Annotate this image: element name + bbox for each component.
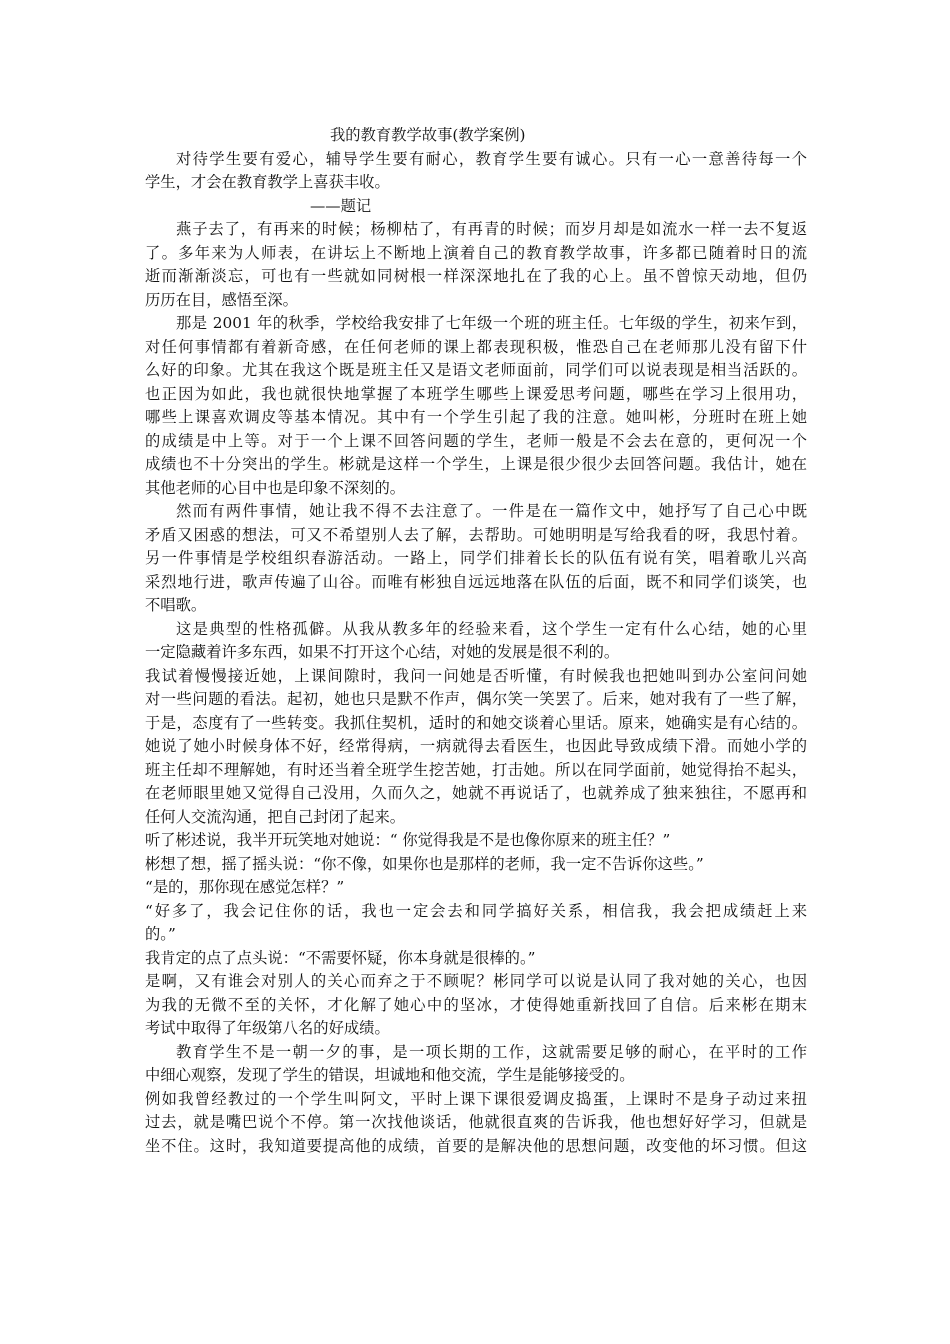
text-line: 然而有两件事情，她让我不得不去注意了。一件是在一篇作文中，她抒写了自己心中既 (176, 502, 807, 520)
text-line: ——题记 (310, 196, 372, 215)
text-line: 对一些问题的看法。起初，她也只是默不作声，偶尔笑一笑罢了。后来，她对我有了一些了解， (145, 690, 807, 708)
text-line: 考试中取得了年级第八名的好成绩。 (145, 1019, 390, 1037)
text-line: 为我的无微不至的关怀，才化解了她心中的坚冰，才使得她重新找回了自信。后来彬在期末 (145, 995, 807, 1014)
document-title: 我的教育教学故事(教学案例) (330, 126, 526, 144)
text-line: 么好的印象。尤其在我这个既是班主任又是语文老师面前，同学们可以说表现是相当活跃的。 (145, 361, 807, 379)
text-line: 是啊，又有谁会对别人的关心而弃之于不顾呢？彬同学可以说是认同了我对她的关心，也因 (145, 972, 807, 990)
text-line: 我试着慢慢接近她，上课间隙时，我问一问她是否听懂，有时候我也把她叫到办公室问问她 (145, 666, 807, 685)
text-line: 那是 2001 年的秋季，学校给我安排了七年级一个班的班主任。七年级的学生，初来乍到， (176, 314, 807, 332)
text-line: 我肯定的点了点头说：“不需要怀疑，你本身就是很棒的。” (145, 948, 536, 967)
text-line: 任何人交流沟通，把自己封闭了起来。 (145, 807, 406, 826)
text-line: 过去，就是嘴巴说个不停。第一次找他谈话，他就很直爽的告诉我，他也想好好学习，但就是 (145, 1113, 807, 1131)
text-line: 对待学生要有爱心，辅导学生要有耐心，教育学生要有诚心。只有一心一意善待每一个 (176, 149, 807, 168)
text-line: 她说了她小时候身体不好，经常得病，一病就得去看医生，也因此导致成绩下滑。而她小学的 (145, 737, 807, 755)
text-line: 听了彬述说，我半开玩笑地对她说：“ 你觉得我是不是也像你原来的班主任？” (145, 831, 671, 849)
text-line: 彬想了想，摇了摇头说：“你不像，如果你也是那样的老师，我一定不告诉你这些。” (145, 854, 704, 873)
text-line: 于是，态度有了一些转变。我抓住契机，适时的和她交谈着心里话。原来，她确实是有心结的。 (145, 713, 807, 732)
text-line: 在老师眼里她又觉得自己没用，久而久之，她就不再说话了，也就养成了独来独往，不愿再和 (145, 784, 807, 802)
text-line: 学生，才会在教育教学上喜获丰收。 (145, 173, 390, 191)
text-line: 也正因为如此，我也就很快地掌握了本班学生哪些上课爱思考问题，哪些在学习上很用功， (145, 384, 807, 403)
text-line: 一定隐藏着许多东西，如果不打开这个心结，对她的发展是很不利的。 (145, 643, 620, 661)
text-line: 中细心观察，发现了学生的错误，坦诚地和他交流，学生是能够接受的。 (145, 1066, 635, 1084)
text-line: 哪些上课喜欢调皮等基本情况。其中有一个学生引起了我的注意。她叫彬，分班时在班上她 (145, 408, 807, 426)
text-line: “是的，那你现在感觉怎样？” (145, 878, 345, 896)
text-line: 历历在目，感悟至深。 (145, 290, 298, 309)
text-line: 例如我曾经教过的一个学生叫阿文，平时上课下课很爱调皮捣蛋，上课时不是身子动过来扭 (145, 1089, 807, 1108)
text-line: 了。多年来为人师表，在讲坛上不断地上演着自己的教育教学故事，许多都已随着时日的流 (145, 243, 807, 262)
text-line: 矛盾又困惑的想法，可又不希望别人去了解，去帮助。可她明明是写给我看的呀，我思忖着。 (145, 525, 807, 544)
text-line: 逝而渐渐淡忘，可也有一些就如同树根一样深深地扎在了我的心上。虽不曾惊天动地，但仍 (145, 267, 807, 285)
text-line: 坐不住。这时，我知道要提高他的成绩，首要的是解决他的思想问题，改变他的坏习惯。但这 (145, 1136, 807, 1155)
text-line: 不唱歌。 (145, 596, 207, 614)
text-line: 其他老师的心目中也是印象不深刻的。 (145, 478, 406, 497)
text-line: 班主任却不理解她，有时还当着全班学生挖苦她，打击她。所以在同学面前，她觉得抬不起头， (145, 760, 807, 779)
text-line: 教育学生不是一朝一夕的事，是一项长期的工作，这就需要足够的耐心，在平时的工作 (176, 1042, 807, 1061)
text-line: “好多了，我会记住你的话，我也一定会去和同学搞好关系，相信我，我会把成绩赶上来 (145, 901, 807, 920)
text-line: 燕子去了，有再来的时候；杨柳枯了，有再青的时候；而岁月却是如流水一样一去不复返 (176, 220, 807, 238)
document-body (145, 148, 807, 1159)
text-line: 成绩也不十分突出的学生。彬就是这样一个学生，上课是很少很少去回答问题。我估计，她在 (145, 455, 807, 473)
text-line: 这是典型的性格孤僻。从我从教多年的经验来看，这个学生一定有什么心结，她的心里 (176, 619, 807, 638)
text-line: 的成绩是中上等。对于一个上课不回答问题的学生，老师一般是不会去在意的，更何况一个 (145, 431, 807, 450)
text-line: 对任何事情都有着新奇感，在任何老师的课上都表现积极，惟恐自己在老师那儿没有留下什 (145, 337, 807, 356)
text-line: 采烈地行进，歌声传遍了山谷。而唯有彬独自远远地落在队伍的后面，既不和同学们谈笑，也 (145, 572, 807, 591)
document-page (145, 124, 807, 1158)
text-line: 另一件事情是学校组织春游活动。一路上，同学们排着长长的队伍有说有笑，唱着歌儿兴高 (145, 549, 807, 567)
text-line: 的。” (145, 925, 176, 943)
